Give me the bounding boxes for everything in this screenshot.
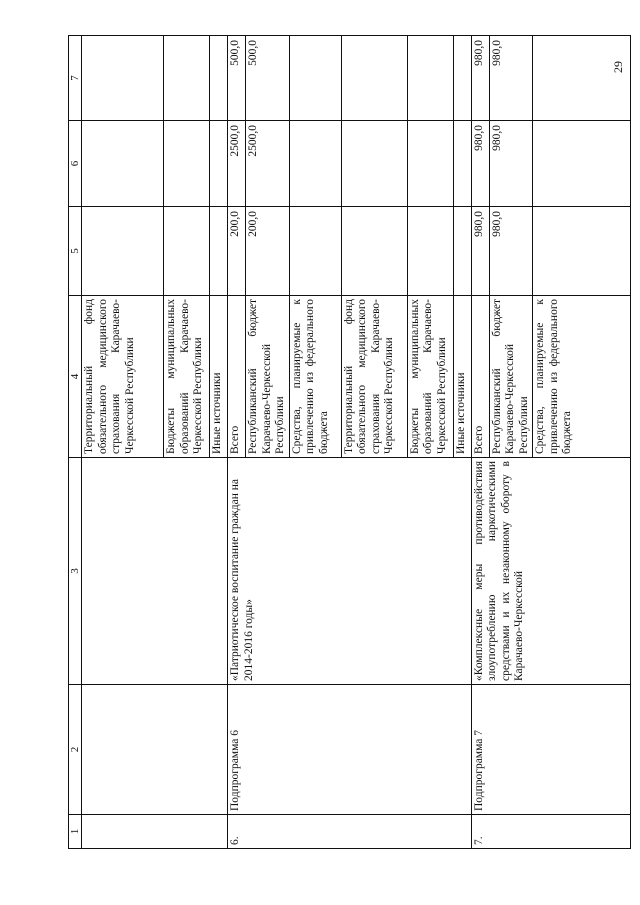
source-cell: Бюджеты муниципальных образований Карачаево-Черкесской Республики	[164, 296, 210, 458]
value-cell	[533, 207, 631, 296]
value-cell	[407, 121, 453, 207]
source-cell: Республиканский бюджет Карачаево-Черкесской Республики	[246, 296, 290, 458]
source-cell: Средства, планируемые к привлечению из федерального бюджета	[533, 296, 631, 458]
source-cell: Всего	[228, 296, 246, 458]
source-cell: Иные источники	[453, 296, 471, 458]
page-number: 29	[611, 61, 625, 73]
subprogram-name-cell	[82, 685, 228, 815]
header-cell: 6	[69, 121, 82, 207]
value-cell	[453, 36, 471, 121]
header-cell: 7	[69, 36, 82, 121]
header-cell: 1	[69, 815, 82, 849]
value-cell: 200,0	[246, 207, 290, 296]
subprogram-title-cell: «Комплексные меры противодействия злоупотреблению наркотическими средствами и их незаконному обороту в Карачаево-Черкесской	[471, 458, 631, 685]
value-cell: 980,0	[489, 121, 533, 207]
value-cell	[210, 121, 228, 207]
header-cell: 3	[69, 458, 82, 685]
value-cell	[341, 207, 407, 296]
header-cell: 5	[69, 207, 82, 296]
row-number-cell: 7.	[471, 815, 631, 849]
source-cell: Территориальный фонд обязательного медицинского страхования Карачаево-Черкесской Республики	[82, 296, 164, 458]
value-cell	[341, 36, 407, 121]
value-cell: 980,0	[489, 207, 533, 296]
header-cell: 2	[69, 685, 82, 815]
value-cell: 980,0	[489, 36, 533, 121]
table-row	[228, 36, 246, 849]
value-cell	[407, 207, 453, 296]
header-row	[69, 36, 82, 849]
value-cell	[407, 36, 453, 121]
value-cell: 200,0	[228, 207, 246, 296]
value-cell	[82, 121, 164, 207]
subprogram-title-cell: «Патриотическое воспитание граждан на 2014-2016 годы»	[228, 458, 472, 685]
value-cell: 980,0	[471, 121, 489, 207]
value-cell	[289, 36, 341, 121]
row-number-cell	[82, 815, 228, 849]
value-cell: 2500,0	[246, 121, 290, 207]
value-cell	[164, 207, 210, 296]
value-cell: 2500,0	[228, 121, 246, 207]
source-cell: Иные источники	[210, 296, 228, 458]
value-cell	[453, 207, 471, 296]
value-cell: 500,0	[246, 36, 290, 121]
source-cell: Всего	[471, 296, 489, 458]
value-cell	[533, 36, 631, 121]
source-cell: Средства, планируемые к привлечению из федерального бюджета	[289, 296, 341, 458]
subprogram-title-cell	[82, 458, 228, 685]
value-cell	[164, 121, 210, 207]
value-cell	[289, 121, 341, 207]
source-cell: Территориальный фонд обязательного медицинского страхования Карачаево-Черкесской Республики	[341, 296, 407, 458]
landscape-page	[68, 36, 610, 849]
row-number-cell: 6.	[228, 815, 472, 849]
source-cell: Республиканский бюджет Карачаево-Черкесской Республики	[489, 296, 533, 458]
table-row	[82, 36, 164, 849]
value-cell	[210, 36, 228, 121]
value-cell	[210, 207, 228, 296]
value-cell: 980,0	[471, 207, 489, 296]
header-cell: 4	[69, 296, 82, 458]
subprogram-name-cell: Подпрограмма 6	[228, 685, 472, 815]
subprogram-name-cell: Подпрограмма 7	[471, 685, 631, 815]
value-cell: 980,0	[471, 36, 489, 121]
value-cell	[82, 207, 164, 296]
value-cell: 500,0	[228, 36, 246, 121]
value-cell	[453, 121, 471, 207]
value-cell	[289, 207, 341, 296]
table-row	[471, 36, 489, 849]
source-cell: Бюджеты муниципальных образований Карачаево-Черкесской Республики	[407, 296, 453, 458]
value-cell	[164, 36, 210, 121]
value-cell	[341, 121, 407, 207]
value-cell	[533, 121, 631, 207]
value-cell	[82, 36, 164, 121]
funding-table	[68, 35, 631, 849]
